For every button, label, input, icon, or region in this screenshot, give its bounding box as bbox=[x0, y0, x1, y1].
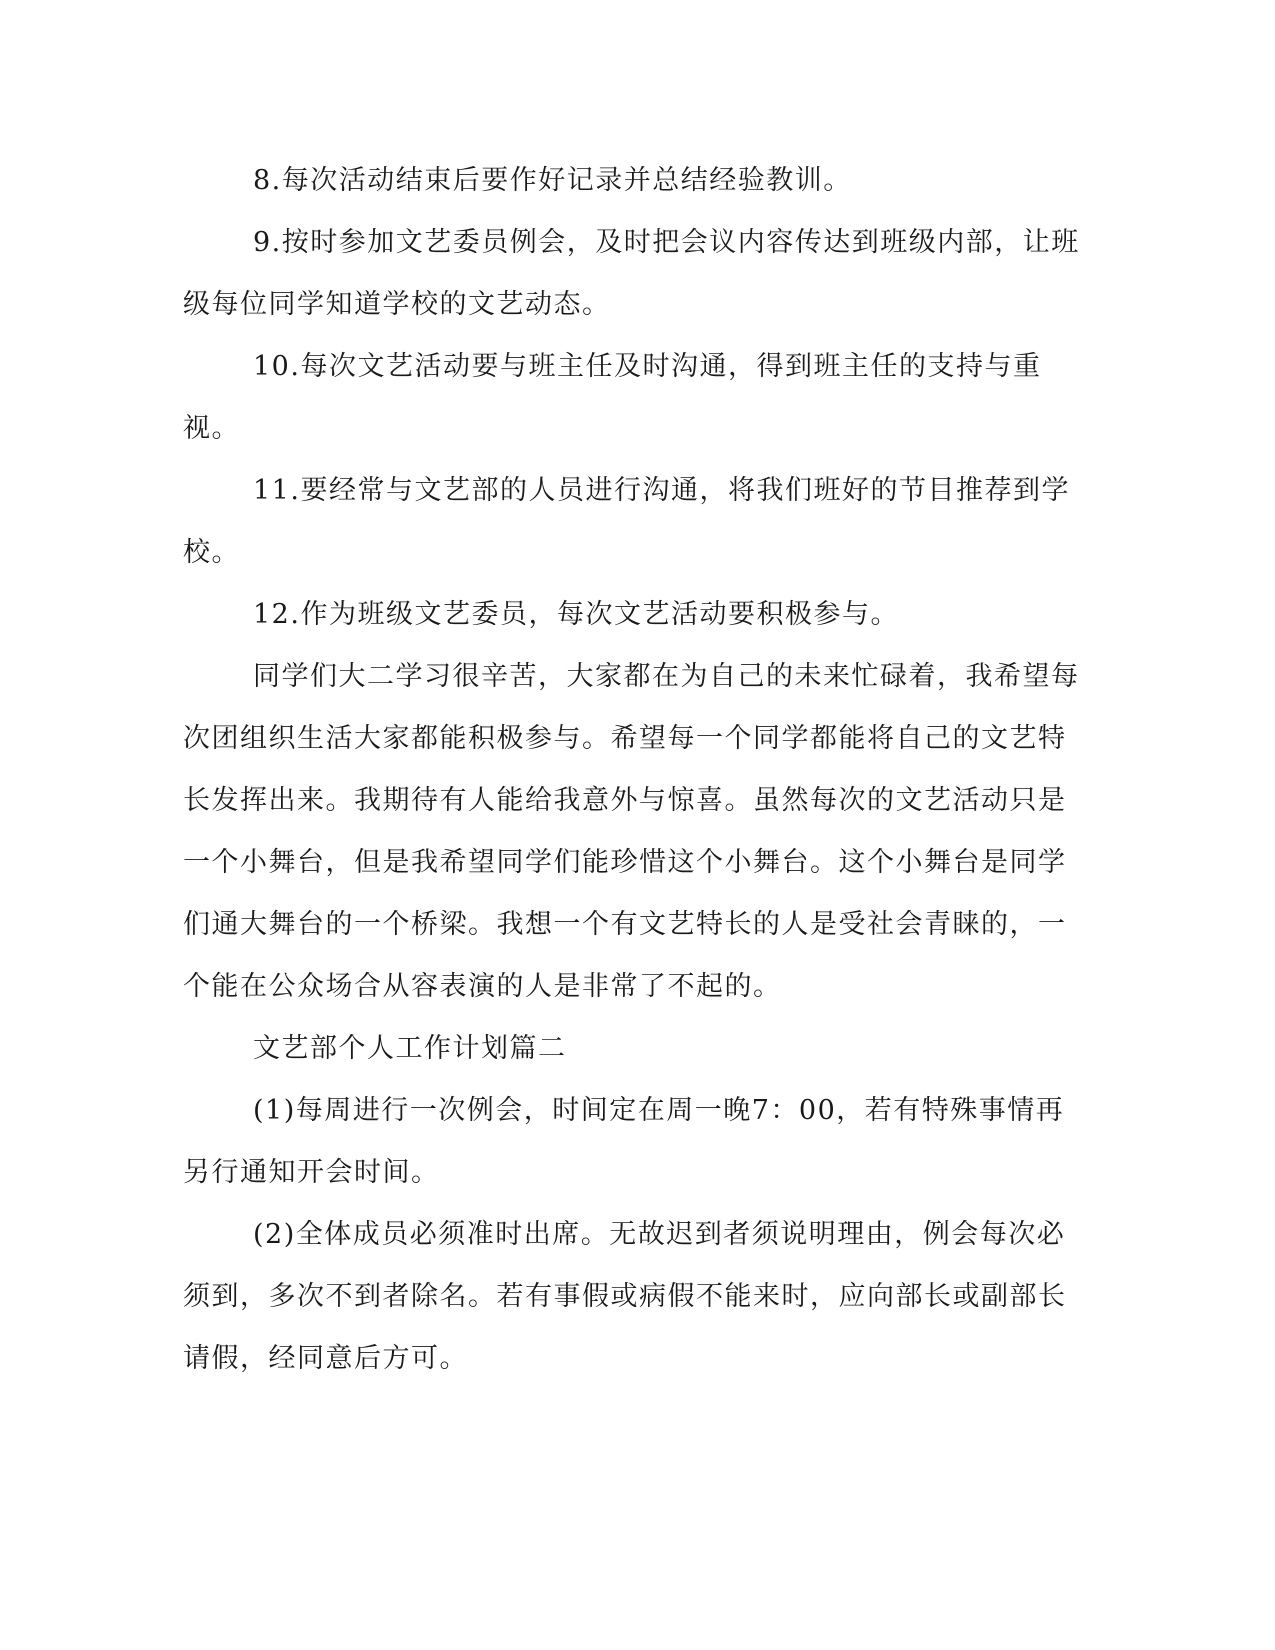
paragraph-item-9: 9.按时参加文艺委员例会，及时把会议内容传达到班级内部，让班级每位同学知道学校的文艺动态。 bbox=[183, 227, 1080, 320]
paragraph-closing-remarks: 同学们大二学习很辛苦，大家都在为自己的未来忙碌着，我希望每次团组织生活大家都能积极参与。希望每一个同学都能将自己的文艺特长发挥出来。我期待有人能给我意外与惊喜。虽然每次的文艺活动只是一个小舞台，但是我希望同学们能珍惜这个小舞台。这个小舞台是同学们通大舞台的一个桥梁。我想一个有文艺特长的人是受社会青睐的，一个能在公众场合从容表演的人是非常了不起的。 bbox=[183, 661, 1080, 1002]
paragraph-item-11: 11.要经常与文艺部的人员进行沟通，将我们班好的节目推荐到学校。 bbox=[183, 475, 1070, 568]
paragraph-rule-1: (1)每周进行一次例会，时间定在周一晚7：00，若有特殊事情再另行通知开会时间。 bbox=[183, 1095, 1065, 1188]
document-body bbox=[183, 150, 1083, 1390]
paragraph-item-8: 8.每次活动结束后要作好记录并总结经验教训。 bbox=[253, 165, 852, 196]
paragraph-rule-2: (2)全体成员必须准时出席。无故迟到者须说明理由，例会每次必须到，多次不到者除名。若有事假或病假不能来时，应向部长或副部长请假，经同意后方可。 bbox=[183, 1219, 1067, 1374]
paragraph-item-12: 12.作为班级文艺委员，每次文艺活动要积极参与。 bbox=[253, 599, 899, 630]
section-heading: 文艺部个人工作计划篇二 bbox=[253, 1033, 567, 1064]
paragraph-item-10: 10.每次文艺活动要与班主任及时沟通，得到班主任的支持与重视。 bbox=[183, 351, 1042, 444]
